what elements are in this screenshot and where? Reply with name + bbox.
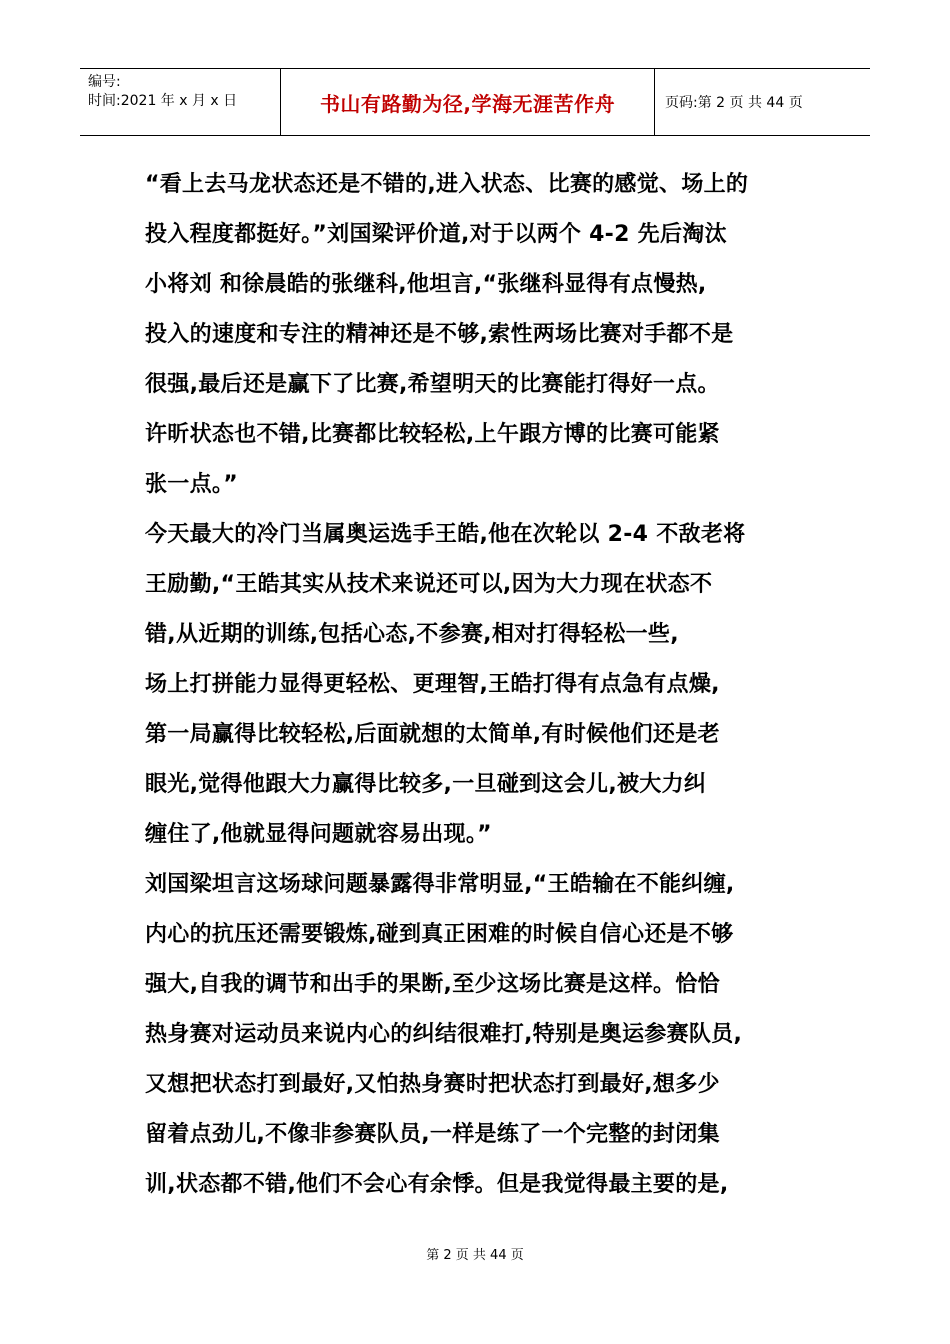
body-line: 场上打拼能力显得更轻松、更理智,王皓打得有点急有点燥, xyxy=(145,672,720,697)
body-line: 很强,最后还是赢下了比赛,希望明天的比赛能打得好一点。 xyxy=(145,372,720,397)
header-page-code: 页码:第 2 页 共 44 页 xyxy=(665,95,803,111)
body-line: 小将刘 和徐晨皓的张继科,他坦言,“张继科显得有点慢热, xyxy=(145,272,707,297)
header-meta xyxy=(80,69,281,135)
page-header xyxy=(80,68,870,136)
body-line: 热身赛对运动员来说内心的纠结很难打,特别是奥运参赛队员, xyxy=(145,1022,743,1047)
time-label: 时间:2021 年 x 月 x 日 xyxy=(88,93,238,109)
document-body xyxy=(145,160,835,1210)
body-line: “看上去马龙状态还是不错的,进入状态、比赛的感觉、场上的 xyxy=(145,172,749,197)
body-line: 第一局赢得比较轻松,后面就想的太简单,有时候他们还是老 xyxy=(145,722,720,747)
serial-label: 编号: xyxy=(88,74,121,90)
body-line: 强大,自我的调节和出手的果断,至少这场比赛是这样。恰恰 xyxy=(145,972,720,997)
body-line: 张一点。” xyxy=(145,472,238,497)
page-footer: 第 2 页 共 44 页 xyxy=(426,1248,524,1263)
body-line: 错,从近期的训练,包括心态,不参赛,相对打得轻松一些, xyxy=(145,622,679,647)
body-line: 王励勤,“王皓其实从技术来说还可以,因为大力现在状态不 xyxy=(145,572,713,597)
body-line: 今天最大的冷门当属奥运选手王皓,他在次轮以 2-4 不敌老将 xyxy=(145,522,746,547)
body-line: 投入的速度和专注的精神还是不够,索性两场比赛对手都不是 xyxy=(145,322,734,347)
motto-text: 书山有路勤为径,学海无涯苦作舟 xyxy=(319,91,616,116)
body-line: 内心的抗压还需要锻炼,碰到真正困难的时候自信心还是不够 xyxy=(145,922,734,947)
body-line: 眼光,觉得他跟大力赢得比较多,一旦碰到这会儿,被大力纠 xyxy=(145,772,707,797)
header-motto-cell xyxy=(281,69,655,135)
body-line: 缠住了,他就显得问题就容易出现。” xyxy=(145,822,492,847)
body-line: 训,状态都不错,他们不会心有余悸。但是我觉得最主要的是, xyxy=(145,1172,729,1197)
body-line: 又想把状态打到最好,又怕热身赛时把状态打到最好,想多少 xyxy=(145,1072,720,1097)
body-line: 留着点劲儿,不像非参赛队员,一样是练了一个完整的封闭集 xyxy=(145,1122,720,1147)
body-line: 投入程度都挺好。”刘国梁评价道,对于以两个 4-2 先后淘汰 xyxy=(145,222,727,247)
body-line: 刘国梁坦言这场球问题暴露得非常明显,“王皓输在不能纠缠, xyxy=(145,872,735,897)
body-line: 许昕状态也不错,比赛都比较轻松,上午跟方博的比赛可能紧 xyxy=(145,422,720,447)
